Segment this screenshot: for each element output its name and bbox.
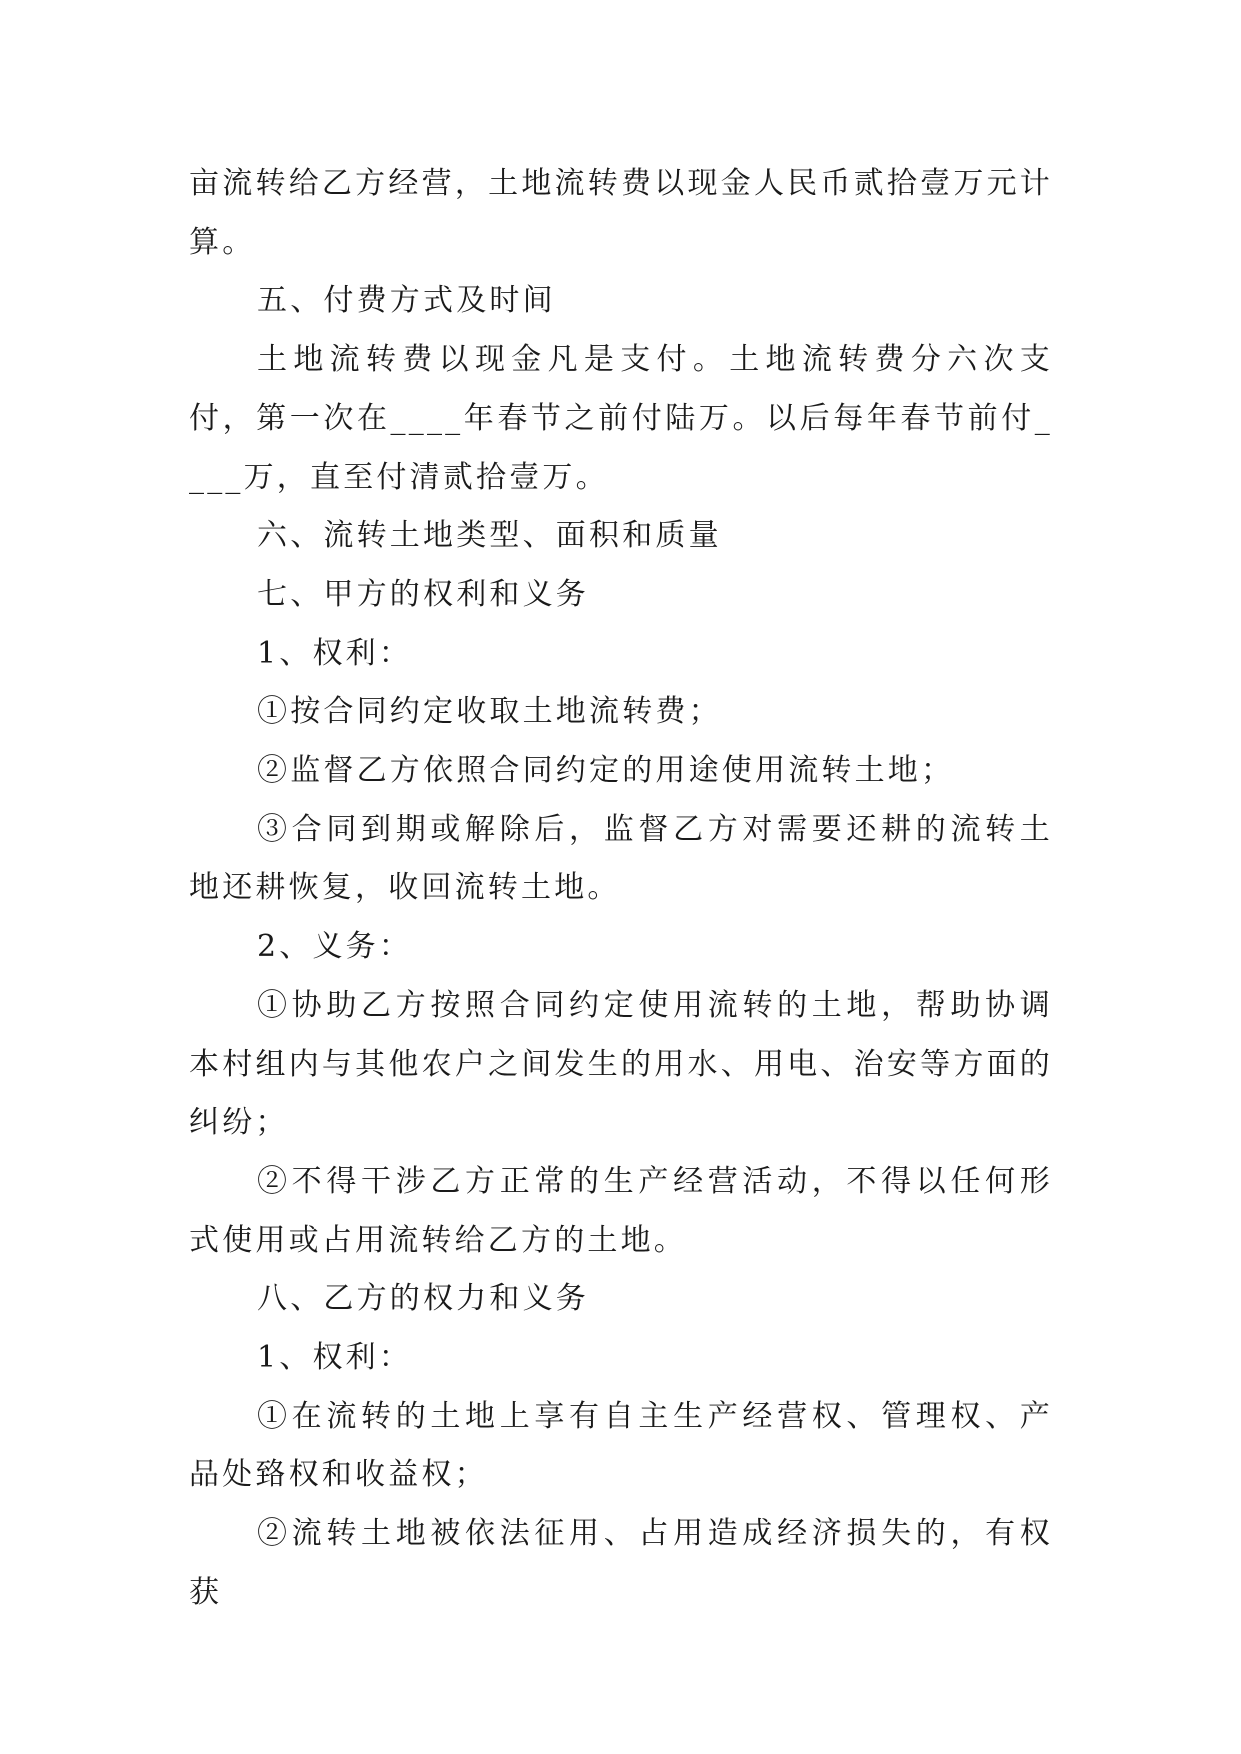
list-item-party-a-obligation-2: ②不得干涉乙方正常的生产经营活动，不得以任何形式使用或占用流转给乙方的土地。 bbox=[189, 1163, 1053, 1258]
paragraph-fee-amount: 亩流转给乙方经营，土地流转费以现金人民币贰拾壹万元计算。 bbox=[189, 166, 1053, 260]
section-heading-party-b: 八、乙方的权力和义务 bbox=[257, 1281, 589, 1317]
list-item-party-a-right-3: ③合同到期或解除后，监督乙方对需要还耕的流转土地还耕恢复，收回流转土地。 bbox=[189, 811, 1053, 906]
list-item-party-a-obligation-1: ①协助乙方按照合同约定使用流转的土地，帮助协调本村组内与其他农户之间发生的用水、用电、治安等方面的纠纷； bbox=[189, 987, 1053, 1141]
subheading-party-b-rights: 1、权利： bbox=[257, 1340, 413, 1376]
subheading-party-a-obligations: 2、义务： bbox=[257, 929, 413, 965]
paragraph-payment-terms: 土地流转费以现金凡是支付。土地流转费分六次支付，第一次在____年春节之前付陆万。以后每年春节前付____万，直至付清贰拾壹万。 bbox=[189, 342, 1053, 495]
list-item-party-b-right-2: ②流转土地被依法征用、占用造成经济损失的，有权获 bbox=[189, 1516, 1053, 1610]
document-body bbox=[189, 155, 1053, 1623]
list-item-party-a-right-1: ①按合同约定收取土地流转费； bbox=[257, 694, 722, 730]
section-heading-payment: 五、付费方式及时间 bbox=[257, 283, 556, 319]
section-heading-land-type: 六、流转土地类型、面积和质量 bbox=[257, 518, 722, 554]
subheading-party-a-rights: 1、权利： bbox=[257, 635, 413, 671]
list-item-party-a-right-2: ②监督乙方依照合同约定的用途使用流转土地； bbox=[257, 753, 955, 789]
section-heading-party-a: 七、甲方的权利和义务 bbox=[257, 576, 589, 612]
list-item-party-b-right-1: ①在流转的土地上享有自主生产经营权、管理权、产品处臵权和收益权； bbox=[189, 1398, 1053, 1493]
